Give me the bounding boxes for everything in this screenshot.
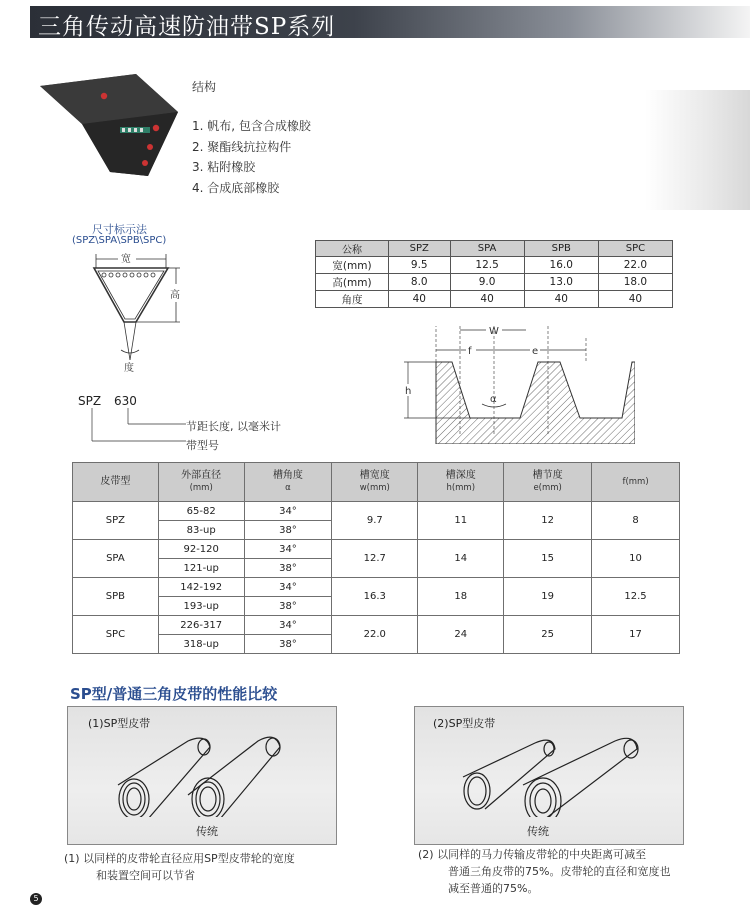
panel-title: (2)SP型皮带 [433, 717, 496, 730]
table-cell: 高(mm) [316, 274, 389, 291]
table-cell-type: SPC [73, 616, 159, 654]
table-header-cell [332, 463, 418, 502]
comparison-title: SP型/普通三角皮带的性能比较 [70, 685, 278, 703]
table-cell: 8.0 [389, 274, 451, 291]
code-length: 630 [114, 394, 137, 408]
belt-drive-illustration [108, 727, 308, 817]
comparison-panel-2 [414, 706, 684, 845]
table-cell: 25 [504, 616, 592, 654]
table-cell: 38° [244, 521, 332, 540]
comparison-note-2 [418, 846, 718, 897]
table-cell: 121-up [158, 559, 244, 578]
list-item: 2. 聚酯线抗拉构件 [192, 139, 292, 154]
groove-h-label: h [405, 386, 412, 397]
groove-e-label: e [532, 346, 539, 357]
header-main: 皮带型 [100, 476, 131, 487]
table-header-cell [244, 463, 332, 502]
decorative-shade [645, 90, 750, 210]
table-cell: 40 [524, 291, 598, 308]
belt-dimension-table [315, 240, 673, 308]
table-cell: 宽(mm) [316, 257, 389, 274]
table-row [316, 291, 673, 308]
list-item: 4. 合成底部橡胶 [192, 180, 280, 195]
table-cell: 142-192 [158, 578, 244, 597]
table-cell-type: SPA [73, 540, 159, 578]
dimension-title: 尺寸标示法 [92, 223, 147, 236]
width-label: 宽 [121, 254, 131, 265]
table-cell: 11 [418, 502, 504, 540]
table-row [316, 241, 673, 257]
header-sub: w(mm) [359, 483, 390, 493]
table-row [73, 540, 680, 559]
table-cell: 13.0 [524, 274, 598, 291]
table-cell: 318-up [158, 635, 244, 654]
table-cell: 16.0 [524, 257, 598, 274]
table-row [73, 616, 680, 635]
belt-profile-diagram [80, 250, 190, 372]
table-cell: 38° [244, 597, 332, 616]
table-header-cell: SPC [598, 241, 672, 257]
table-cell: 17 [592, 616, 680, 654]
header-sub: h(mm) [446, 483, 476, 493]
table-cell: 12.5 [450, 257, 524, 274]
table-row [73, 502, 680, 521]
table-header-cell [73, 463, 159, 502]
pulley-groove-diagram [390, 322, 635, 444]
table-header-cell [592, 463, 680, 502]
header-sub: e(mm) [533, 483, 562, 493]
table-cell: 18 [418, 578, 504, 616]
table-header-cell [504, 463, 592, 502]
header-main: 槽角度 [272, 470, 303, 481]
table-cell: 8 [592, 502, 680, 540]
table-cell: 38° [244, 635, 332, 654]
table-cell: 12.5 [592, 578, 680, 616]
header-main: 槽深度 [445, 470, 476, 481]
table-cell: 92-120 [158, 540, 244, 559]
groove-w-label: W [489, 326, 499, 337]
list-item: 3. 粘附橡胶 [192, 160, 256, 174]
table-header-cell: SPA [450, 241, 524, 257]
header-sub: (mm) [189, 483, 213, 493]
header-main: 槽宽度 [359, 470, 390, 481]
table-cell: 34° [244, 540, 332, 559]
panel-caption: 传统 [196, 825, 218, 838]
code-type: SPZ [78, 394, 102, 408]
belt-drive-illustration [455, 727, 655, 817]
table-row [316, 274, 673, 291]
table-cell: 10 [592, 540, 680, 578]
header-main: 外部直径 [181, 470, 222, 481]
code-annotation-lines [86, 408, 186, 448]
header-main: f(mm) [622, 477, 649, 487]
table-cell: 193-up [158, 597, 244, 616]
note-line: (1) 以同样的皮带轮直径应用SP型皮带轮的宽度 [64, 852, 295, 865]
structure-title: 结构 [192, 80, 217, 94]
table-cell: 83-up [158, 521, 244, 540]
table-cell: 12 [504, 502, 592, 540]
table-cell: 角度 [316, 291, 389, 308]
table-row [73, 578, 680, 597]
table-cell: 19 [504, 578, 592, 616]
table-header-cell [158, 463, 244, 502]
height-label: 高 [170, 290, 180, 301]
groove-alpha-label: α [490, 394, 497, 405]
note-line: 和装置空间可以节省 [96, 869, 195, 882]
page-title: 三角传动高速防油带SP系列 [38, 14, 336, 40]
groove-f-label: f [468, 346, 472, 357]
table-cell: 40 [389, 291, 451, 308]
table-cell: 9.5 [389, 257, 451, 274]
note-line: 普通三角皮带的75%。皮带轮的直径和宽度也 [448, 865, 671, 878]
table-cell: 22.0 [598, 257, 672, 274]
annotation-belt-type: 带型号 [186, 439, 219, 452]
structure-list [192, 116, 311, 198]
table-header-cell: 公称 [316, 241, 389, 257]
table-cell: 40 [598, 291, 672, 308]
table-cell-type: SPB [73, 578, 159, 616]
note-line: (2) 以同样的马力传输皮带轮的中央距离可减至 [418, 848, 647, 861]
table-cell: 9.7 [332, 502, 418, 540]
table-cell: 15 [504, 540, 592, 578]
page-number: 5 [30, 893, 42, 905]
list-item: 1. 帆布, 包含合成橡胶 [192, 119, 311, 133]
table-cell: 16.3 [332, 578, 418, 616]
header-sub: α [285, 483, 291, 493]
table-cell: 34° [244, 578, 332, 597]
table-cell-type: SPZ [73, 502, 159, 540]
table-header-cell: SPZ [389, 241, 451, 257]
table-cell: 18.0 [598, 274, 672, 291]
table-cell: 38° [244, 559, 332, 578]
table-cell: 12.7 [332, 540, 418, 578]
dimension-subtitle: (SPZ\SPA\SPB\SPC) [72, 235, 167, 246]
table-row [73, 463, 680, 502]
angle-label: 度 [124, 363, 134, 372]
belt-cross-section-illustration [38, 72, 180, 176]
table-cell: 14 [418, 540, 504, 578]
header-main: 槽节度 [532, 470, 563, 481]
table-cell: 226-317 [158, 616, 244, 635]
table-row [316, 257, 673, 274]
annotation-pitch-length: 节距长度, 以毫米计 [186, 420, 281, 433]
groove-spec-table [72, 462, 680, 654]
panel-caption: 传统 [527, 825, 549, 838]
table-cell: 9.0 [450, 274, 524, 291]
table-cell: 34° [244, 616, 332, 635]
table-header-cell: SPB [524, 241, 598, 257]
table-cell: 65-82 [158, 502, 244, 521]
note-line: 减至普通的75%。 [448, 882, 539, 895]
table-cell: 22.0 [332, 616, 418, 654]
table-cell: 24 [418, 616, 504, 654]
comparison-panel-1 [67, 706, 337, 845]
panel-title: (1)SP型皮带 [88, 717, 151, 730]
table-cell: 40 [450, 291, 524, 308]
table-header-cell [418, 463, 504, 502]
table-cell: 34° [244, 502, 332, 521]
comparison-note-1 [64, 850, 354, 884]
